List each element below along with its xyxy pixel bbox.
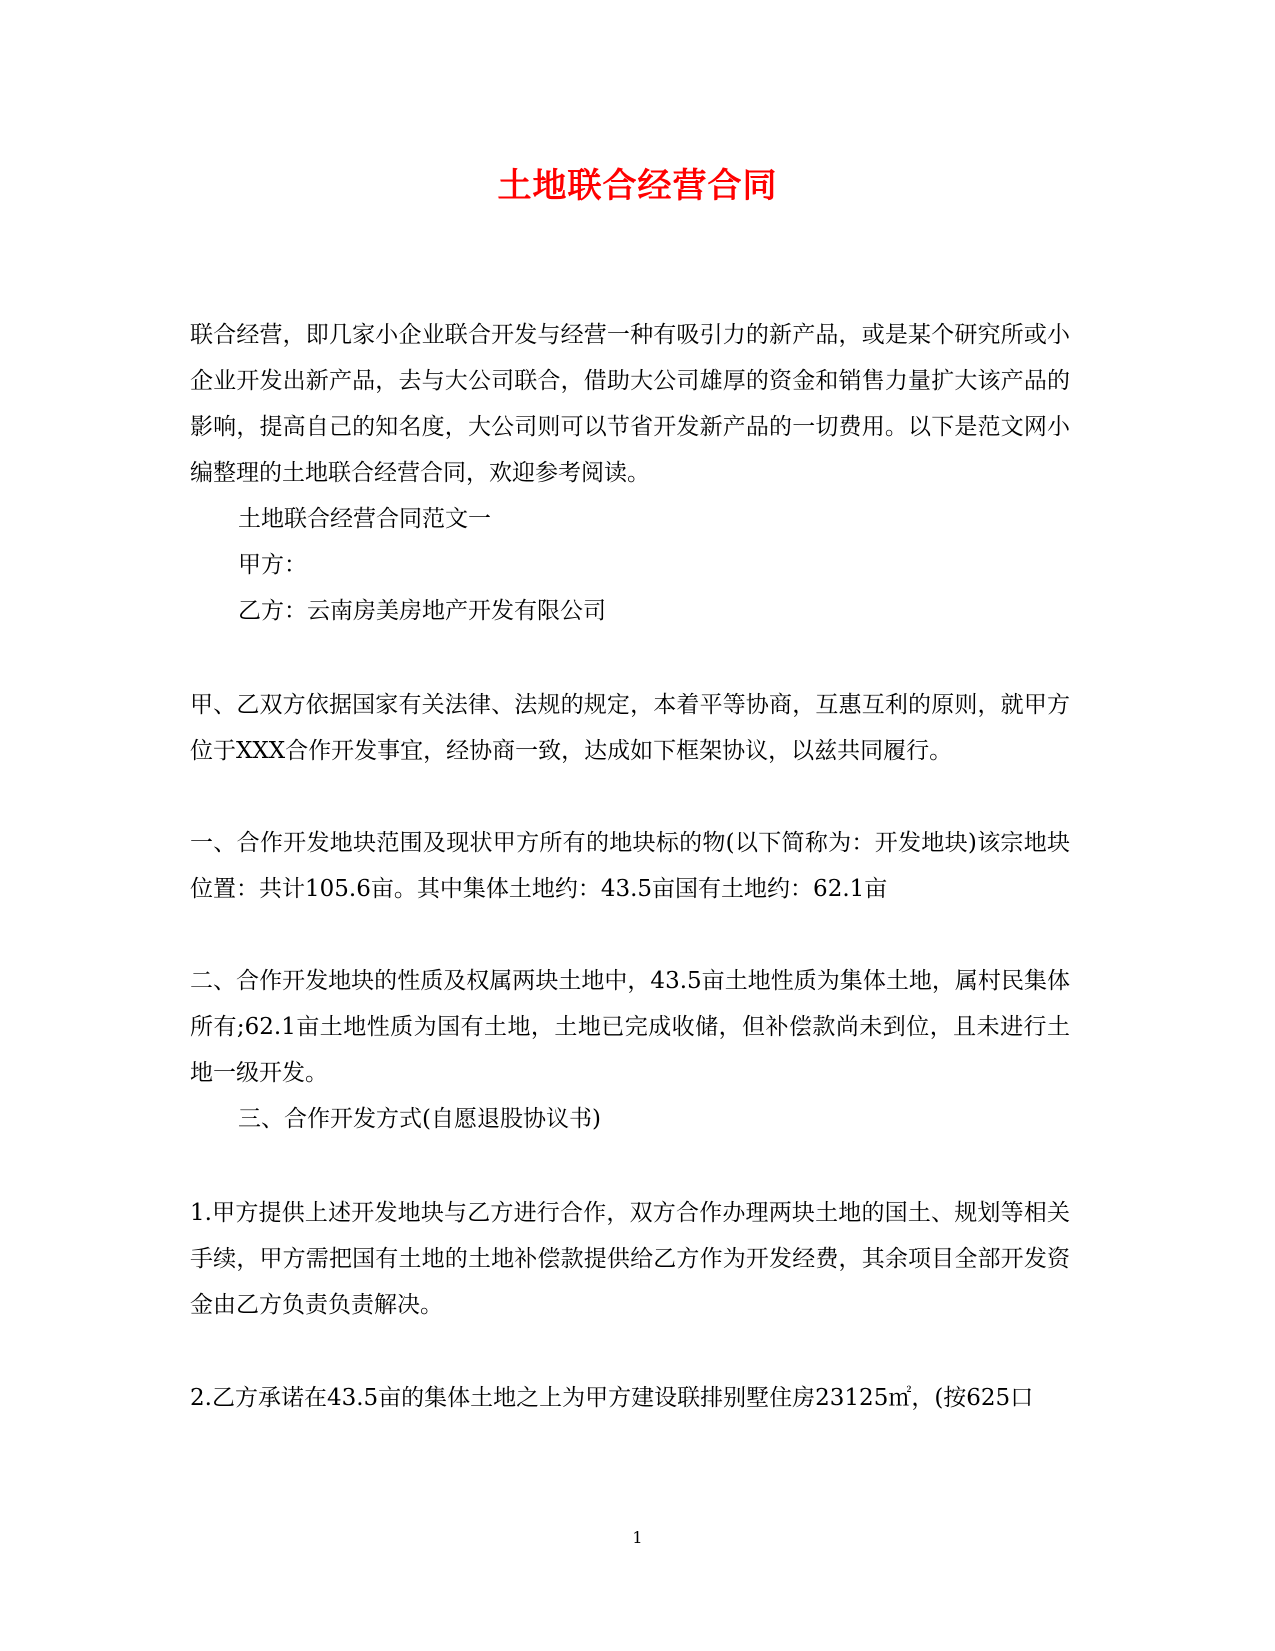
clause-2-block [190,958,1070,1142]
page-number: 1 [632,1528,643,1547]
section-heading: 土地联合经营合同范文一 [238,506,491,532]
preamble-paragraph: 甲、乙双方依据国家有关法律、法规的规定，本着平等协商，互惠互利的原则，就甲方位于XXX合作开发事宜，经协商一致，达成如下框架协议，以兹共同履行。 [190,692,1070,764]
item-2-block [190,1375,1070,1421]
clause-2-paragraph: 二、合作开发地块的性质及权属两块土地中，43.5亩土地性质为集体土地，属村民集体所有;62.1亩土地性质为国有土地，土地已完成收储，但补偿款尚未到位，且未进行土地一级开发。 [190,968,1070,1086]
party-b-line: 乙方：云南房美房地产开发有限公司 [238,598,606,624]
item-2-paragraph: 2.乙方承诺在43.5亩的集体土地之上为甲方建设联排别墅住房23125㎡，(按625口 [190,1385,1034,1411]
parties-block [190,496,1070,634]
item-1-paragraph: 1.甲方提供上述开发地块与乙方进行合作，双方合作办理两块土地的国土、规划等相关手续，甲方需把国有土地的土地补偿款提供给乙方作为开发经费，其余项目全部开发资金由乙方负责负责解决。 [190,1200,1070,1318]
intro-block [190,312,1070,496]
clause-1-block [190,820,1070,912]
clause-1-paragraph: 一、合作开发地块范围及现状甲方所有的地块标的物(以下简称为：开发地块)该宗地块位置：共计105.6亩。其中集体土地约：43.5亩国有土地约：62.1亩 [190,830,1070,902]
document-title: 土地联合经营合同 [497,166,778,206]
party-a-line: 甲方： [238,552,307,578]
preamble-block [190,682,1070,774]
item-1-block [190,1190,1070,1328]
clause-3-heading: 三、合作开发方式(自愿退股协议书) [238,1106,601,1132]
intro-paragraph: 联合经营，即几家小企业联合开发与经营一种有吸引力的新产品，或是某个研究所或小企业开发出新产品，去与大公司联合，借助大公司雄厚的资金和销售力量扩大该产品的影响，提高自己的知名度，大公司则可以节省开发新产品的一切费用。以下是范文网小编整理的土地联合经营合同，欢迎参考阅读。 [190,322,1070,486]
